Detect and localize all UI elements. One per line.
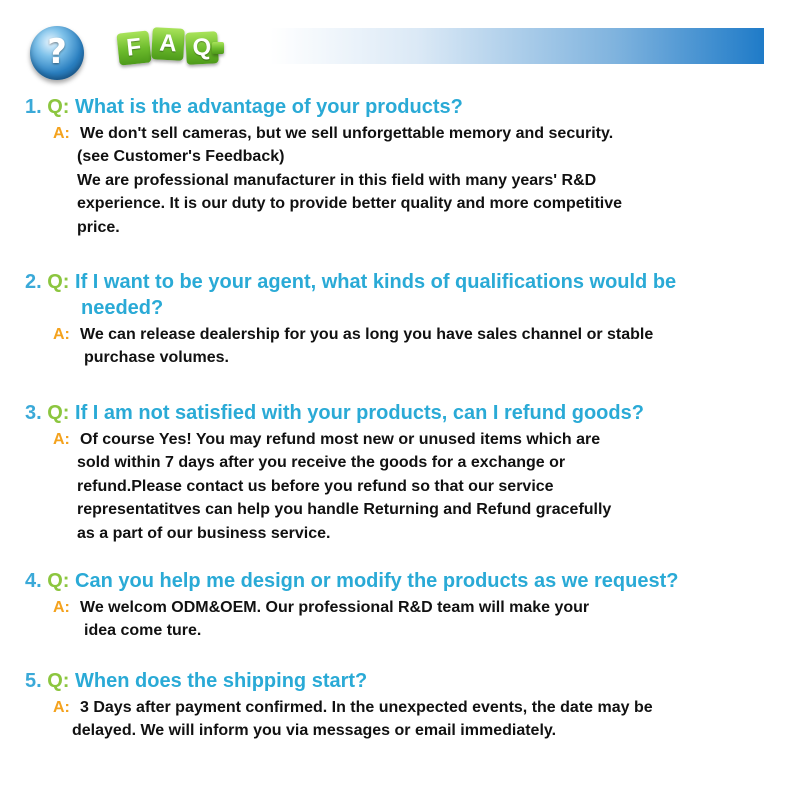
answer-text-line: experience. It is our duty to provide better quality and more competitive [77,195,623,213]
faq-question [25,400,644,426]
question-number: 5. [25,670,42,692]
question-label: Q: [47,570,70,592]
answer-text-line: We welcom ODM&OEM. Our professional R&D team will make your [80,599,590,616]
answer-text-line: Of course Yes! You may refund most new or unused items which are [80,431,601,448]
faq-logo-letter-a: A [151,27,185,61]
faq-logo-letter-q: Q [185,31,219,65]
question-number: 1. [25,96,42,118]
answer-text-line: We are professional manufacturer in this field with many years' R&D [77,171,597,189]
question-text: If I am not satisfied with your products, can I refund goods? [75,402,644,424]
answer-label: A: [53,431,70,448]
answer-text-line: sold within 7 days after you receive the goods for a exchange or [77,454,566,472]
question-number: 3. [25,402,42,424]
answer-text-line: We don't sell cameras, but we sell unforgettable memory and security. [80,125,614,142]
answer-text-line: idea come ture. [84,622,202,640]
question-label: Q: [47,271,70,293]
answer-label: A: [53,125,70,142]
question-number: 4. [25,570,42,592]
question-text-continued: needed? [81,297,164,319]
help-question-glyph: ? [47,32,67,72]
answer-text-line: We can release dealership for you as long you have sales channel or stable [80,326,654,343]
question-text: Can you help me design or modify the products as we request? [75,570,679,592]
question-text: What is the advantage of your products? [75,96,463,118]
header-gradient-bar [270,28,764,64]
faq-question [25,668,367,694]
answer-text-line: 3 Days after payment confirmed. In the unexpected events, the date may be [80,699,653,716]
answer-label: A: [53,699,70,716]
question-label: Q: [47,96,70,118]
answer-text-line: as a part of our business service. [77,524,331,542]
question-label: Q: [47,402,70,424]
answer-text-line: price. [77,218,120,236]
answer-text-line: representatitves can help you handle Returning and Refund gracefully [77,501,612,519]
help-question-icon [30,26,84,80]
faq-question [25,94,463,120]
answer-text-line: delayed. We will inform you via messages or email immediately. [72,722,557,740]
faq-logo-letter-f: F [116,30,151,65]
faq-logo [112,22,224,72]
faq-question [25,269,676,295]
question-label: Q: [47,670,70,692]
question-text: If I want to be your agent, what kinds of qualifications would be [75,271,677,293]
answer-text-line: refund.Please contact us before you refund so that our service [77,477,554,495]
faq-logo-accent-tile [212,42,224,54]
answer-text-line: purchase volumes. [84,349,229,367]
answer-text-line: (see Customer's Feedback) [77,148,285,166]
answer-label: A: [53,326,70,343]
answer-label: A: [53,599,70,616]
faq-header [0,0,800,90]
faq-question [25,568,678,594]
question-text: When does the shipping start? [75,670,368,692]
question-number: 2. [25,271,42,293]
